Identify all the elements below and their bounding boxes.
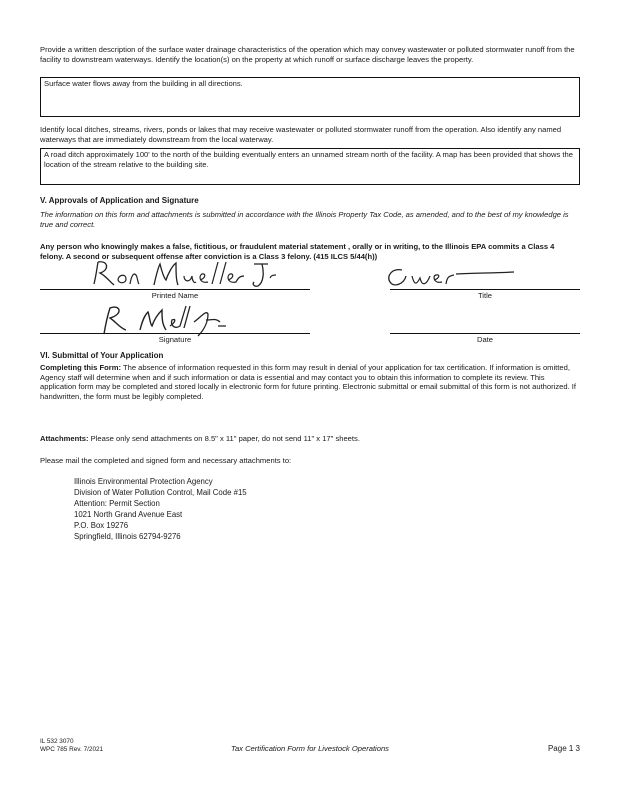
form-code-1: IL 532 3070 (40, 738, 74, 745)
attachments-label: Attachments: (40, 434, 89, 443)
title-label: Title (477, 291, 493, 300)
waterways-prompt: Identify local ditches, streams, rivers, ponds or lakes that may receive wastewater or polluted stormwater runoff from the operation. Also identify any named waterways that are immediately downstream from the local waterway. (40, 125, 562, 144)
completing-paragraph (40, 363, 580, 401)
completing-text: The absence of information requested in this form may result in denial of your application for tax certification. If information is omitted, Agency staff will determine when and if such information or data is essential and may contact you to obtain this information to complete its review. This application form may be completed and stored locally in electronic form for future printing. Electronic submittal or email submittal of this form is not authorized. If handwritten, the form must be legibly completed. (40, 363, 577, 401)
drainage-prompt: Provide a written description of the surface water drainage characteristics of the operation which may convey wastewater or polluted stormwater runoff from the facility to downstream waterways. Identify the location(s) on the property at which runoff or surface discharge leaves the property. (40, 45, 575, 64)
date-label: Date (476, 335, 494, 344)
section-5-heading: V. Approvals of Application and Signature (40, 196, 199, 205)
waterways-answer-field[interactable] (40, 148, 580, 185)
form-code-2: WPC 785 Rev. 7/2021 (40, 746, 104, 753)
address-line: Illinois Environmental Protection Agency (74, 477, 213, 486)
title-line (390, 289, 580, 290)
address-line: P.O. Box 19276 (74, 521, 129, 530)
address-line: Attention: Permit Section (74, 499, 160, 508)
signature-label: Signature (158, 335, 192, 344)
printed-name-label: Printed Name (151, 291, 199, 300)
felony-warning: Any person who knowingly makes a false, fictitious, or fraudulent material statement , orally or in writing, to the Illinois EPA commits a Class 4 felony. A second or subsequent offense after conviction is a Class 3 felony. (415 ILCS 5/44(h)) (40, 242, 555, 261)
mail-instructions: Please mail the completed and signed form and necessary attachments to: (40, 456, 292, 465)
address-line: Division of Water Pollution Control, Mail Code #15 (74, 488, 247, 497)
signature-line (40, 333, 310, 334)
drainage-answer-field[interactable] (40, 77, 580, 117)
page-number: Page 1 3 (547, 744, 580, 753)
footer-form-title: Tax Certification Form for Livestock Operations (231, 744, 389, 753)
drainage-answer-text: Surface water flows away from the building in all directions. (44, 79, 243, 88)
date-line[interactable] (390, 333, 580, 334)
printed-name-line (40, 289, 310, 290)
address-line: 1021 North Grand Avenue East (74, 510, 183, 519)
mailing-address (74, 476, 247, 542)
waterways-answer-text: A road ditch approximately 100' to the north of the building eventually enters an unnamed stream north of the facility. A map has been provided that shows the location of the stream relative to the building site. (44, 150, 573, 169)
section-6-heading: VI. Submittal of Your Application (40, 351, 164, 360)
certification-statement: The information on this form and attachments is submitted in accordance with the Illinois Property Tax Code, as amended, and to the best of my knowledge is true and correct. (40, 210, 569, 229)
address-line: Springfield, Illinois 62794-9276 (74, 532, 181, 541)
attachments-text: Please only send attachments on 8.5" x 11" paper, do not send 11" x 17" sheets. (88, 434, 360, 443)
completing-label: Completing this Form: (40, 363, 121, 372)
attachments-paragraph (40, 434, 580, 444)
